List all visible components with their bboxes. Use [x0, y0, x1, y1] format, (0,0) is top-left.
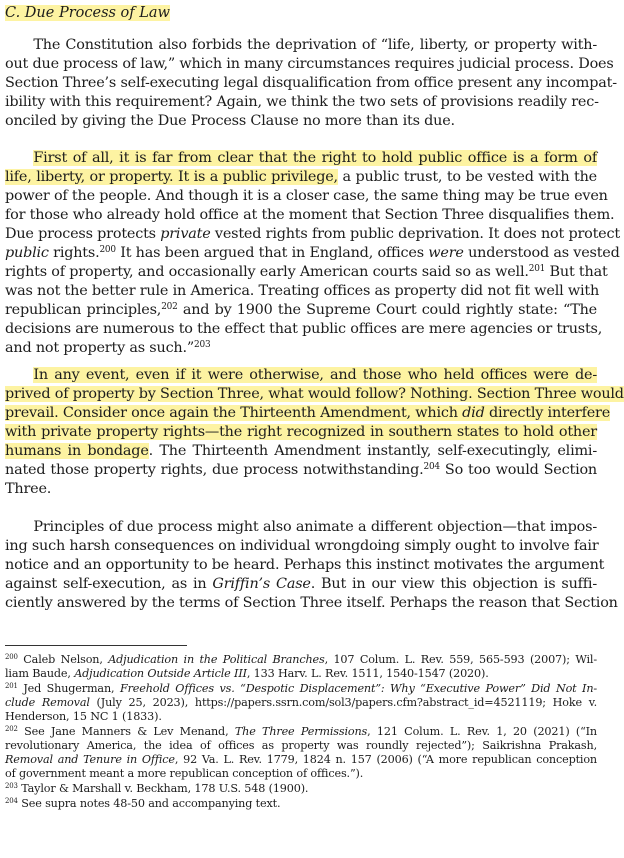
- paragraph-2-line: and not property as such.”$^{203}$: [5, 340, 211, 356]
- paragraph-3-line: [5, 366, 597, 385]
- footnote-200: $^{200}$ Caleb Nelson, Adjudication in the Political Branches, 107 Colum. L. Rev. 559, 565-593 (2007); Wil-: [5, 653, 597, 666]
- paragraph-2-line: life, liberty, or property. It is a public privilege, a public trust, to be vested with the: [5, 169, 597, 185]
- highlighted-text: First of all, it is far from clear that the right to hold public office is a form of: [33, 150, 597, 166]
- paragraph-2-line: decisions are numerous to the effect that public offices are mere agencies or trusts,: [5, 321, 603, 337]
- highlighted-text: humans in bondage: [5, 443, 149, 459]
- paragraph-4-line: ciently answered by the terms of Section Three itself. Perhaps the reason that Section: [5, 595, 618, 611]
- paragraph-1-line: The Constitution also forbids the deprivation of “life, liberty, or property with-: [5, 37, 597, 53]
- paragraph-4-line: notice and an opportunity to be heard. Perhaps this instinct motivates the argument: [5, 557, 605, 573]
- paragraph-4-line: ing such harsh consequences on individual wrongdoing simply ought to involve fair: [5, 538, 599, 554]
- footnote-ref[interactable]: 201: [528, 264, 546, 275]
- paragraph-1-line: ibility with this requirement? Again, we think the two sets of provisions readily rec-: [5, 94, 599, 110]
- footnote-divider: [5, 645, 187, 646]
- paragraph-3-line: nated those property rights, due process notwithstanding.$^{204}$ So too would Section: [5, 462, 598, 478]
- paragraph-4-line: Principles of due process might also animate a different objection—that impos-: [5, 519, 597, 535]
- footnote-200-cont: liam Baude, Adjudication Outside Article III, 133 Harv. L. Rev. 1511, 1540-1547 (2020).: [5, 667, 489, 680]
- footnote-202-cont: revolutionary America, the idea of offices as property was roundly rejected”); Saikrishna Prakash,: [5, 739, 597, 752]
- paragraph-3-line: humans in bondage. The Thirteenth Amendment instantly, self-executingly, elimi-: [5, 443, 597, 459]
- paragraph-2-line: for those who already hold office at the moment that Section Three disqualifies them.: [5, 207, 615, 223]
- footnote-204: $^{204}$ See supra notes 48-50 and accompanying text.: [5, 797, 281, 810]
- footnote-201-cont: Henderson, 15 NC 1 (1833).: [5, 710, 162, 723]
- paragraph-2-line: [5, 149, 597, 168]
- paragraph-2-line: public rights.$^{200}$ It has been argued that in England, offices were understood as vested: [5, 245, 620, 261]
- paragraph-1-line: out due process of law,” which in many circumstances requires judicial process. Does: [5, 56, 614, 72]
- footnote-201-cont: clude Removal (July 25, 2023), https://papers.ssrn.com/sol3/papers.cfm?abstract_id=4521119; Hoke v.: [5, 696, 597, 709]
- paragraph-3-line: Three.: [5, 481, 52, 497]
- footnote-202-cont: Removal and Tenure in Office, 92 Va. L. Rev. 1779, 1824 n. 157 (2006) (“A more republican conception: [5, 753, 597, 766]
- highlighted-text: prived of property by Section Three, what would follow? Nothing. Section Three would: [5, 386, 624, 402]
- section-heading: C. Due Process of Law: [5, 5, 170, 21]
- footnote-201: $^{201}$ Jed Shugerman, Freehold Offices vs. “Despotic Displacement”: Why “Executive Power” Did Not In-: [5, 682, 598, 695]
- paragraph-2-line: rights of property, and occasionally early American courts said so as well.$^{201}$ But that: [5, 264, 608, 280]
- paragraph-1-line: onciled by giving the Due Process Clause no more than its due.: [5, 113, 455, 129]
- paragraph-2-line: power of the people. And though it is a closer case, the same thing may be true even: [5, 188, 608, 204]
- paragraph-2-line: republican principles,$^{202}$ and by 1900 the Supreme Court could rightly state: “The: [5, 302, 597, 318]
- highlighted-text: In any event, even if it were otherwise, and those who held offices were de-: [33, 367, 597, 383]
- footnote-202-cont: of government meant a more republican conception of offices.”).: [5, 767, 364, 780]
- paragraph-3-line: [5, 423, 597, 442]
- footnote-ref[interactable]: 200: [99, 245, 116, 256]
- highlighted-text: with private property rights—the right recognized in southern states to hold other: [5, 424, 597, 440]
- paragraph-3-line: [5, 404, 611, 423]
- paragraph-4-line: against self-execution, as in Griffin’s Case. But in our view this objection is suffi-: [5, 576, 597, 592]
- footnote-ref[interactable]: 202: [161, 302, 178, 313]
- footnote-ref[interactable]: 204: [423, 462, 440, 473]
- paragraph-2-line: Due process protects private vested rights from public deprivation. It does not protect: [5, 226, 620, 242]
- footnote-ref[interactable]: 203: [194, 340, 211, 351]
- paragraph-3-line: [5, 385, 624, 404]
- paragraph-1-line: Section Three’s self-executing legal disqualification from office present any incompat-: [5, 75, 617, 91]
- footnote-202: $^{202}$ See Jane Manners & Lev Menand, The Three Permissions, 121 Colum. L. Rev. 1, 20 (2021) (“In: [5, 725, 597, 738]
- highlighted-text: prevail. Consider once again the Thirteenth Amendment, which did directly interfere: [5, 405, 611, 421]
- highlighted-text: life, liberty, or property. It is a public privilege,: [5, 169, 338, 185]
- paragraph-2-line: was not the better rule in America. Treating offices as property did not fit well with: [5, 283, 600, 299]
- footnote-203: $^{203}$ Taylor & Marshall v. Beckham, 178 U.S. 548 (1900).: [5, 782, 309, 795]
